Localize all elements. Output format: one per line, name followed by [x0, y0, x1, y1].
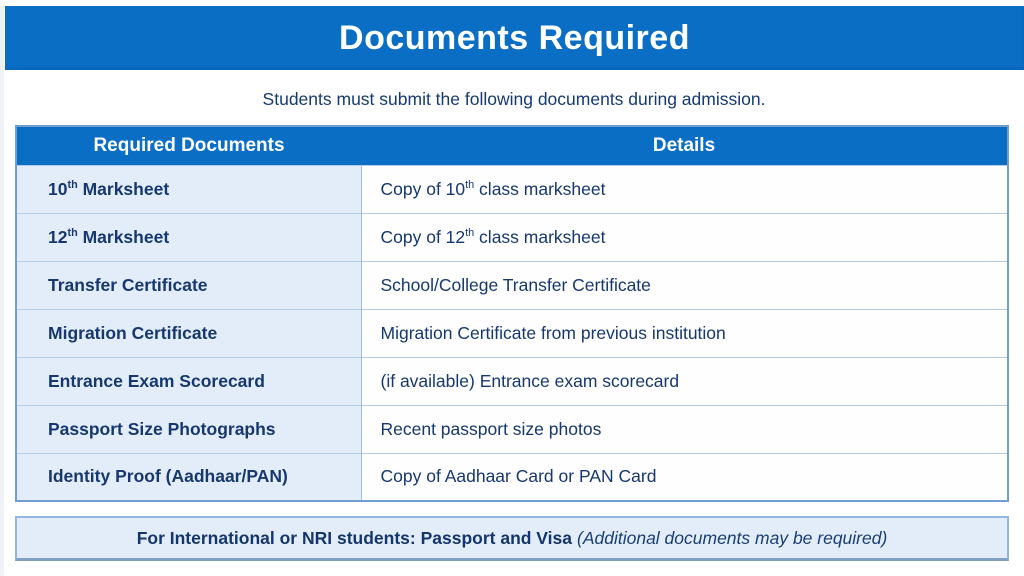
table-row	[16, 309, 1008, 357]
document-name-superscript: th	[67, 226, 78, 239]
document-detail-cell	[361, 357, 1008, 405]
document-name-text: 10	[48, 178, 68, 199]
document-name-cell	[16, 405, 361, 453]
document-name-text: Passport Size Photographs	[48, 418, 276, 439]
documents-table	[15, 125, 1009, 502]
document-name-superscript: th	[67, 178, 78, 191]
document-name-cell	[16, 261, 361, 309]
document-detail-text: Copy of 10	[380, 178, 466, 199]
table-row	[16, 261, 1008, 309]
document-detail-cell	[361, 405, 1008, 453]
document-detail-cell	[361, 261, 1008, 309]
document-detail-superscript: th	[465, 178, 475, 191]
document-name-cell	[16, 453, 361, 501]
table-header-row	[16, 126, 1008, 165]
subtitle: Students must submit the following documents during admission.	[262, 89, 766, 109]
document-name-text: Transfer Certificate	[48, 274, 208, 295]
footer-note	[15, 516, 1009, 561]
document-detail-text: (if available) Entrance exam scorecard	[380, 370, 680, 391]
document-detail-superscript: th	[465, 226, 475, 239]
document-detail-text: Copy of 12	[380, 226, 466, 247]
table-row	[16, 165, 1008, 213]
table-row	[16, 453, 1008, 501]
document-detail-text: School/College Transfer Certificate	[380, 274, 651, 295]
column-header-details: Details	[361, 126, 1008, 165]
column-header-required-documents: Required Documents	[16, 126, 361, 165]
document-detail-cell	[361, 309, 1008, 357]
footer-note-normal-text: (Additional documents may be required)	[577, 527, 888, 548]
table-row	[16, 213, 1008, 261]
document-name-text: Migration Certificate	[48, 322, 218, 343]
document-detail-cell	[361, 165, 1008, 213]
document-detail-text: class marksheet	[474, 178, 606, 199]
document-detail-text: Migration Certificate from previous institution	[380, 322, 726, 343]
document-detail-text: class marksheet	[474, 226, 606, 247]
banner	[5, 6, 1024, 70]
document-detail-text: Recent passport size photos	[380, 418, 602, 439]
document-detail-cell	[361, 213, 1008, 261]
document-name-text: Identity Proof (Aadhaar/PAN)	[48, 466, 288, 487]
footer-note-bold-text: For International or NRI students: Passport and Visa	[136, 527, 572, 548]
document-name-text: Entrance Exam Scorecard	[48, 370, 265, 391]
table-row	[16, 357, 1008, 405]
table-row	[16, 405, 1008, 453]
slide	[0, 6, 1024, 576]
document-name-text: Marksheet	[77, 178, 170, 199]
document-name-cell	[16, 309, 361, 357]
page-title: Documents Required	[339, 18, 690, 57]
document-name-cell	[16, 357, 361, 405]
document-detail-cell	[361, 453, 1008, 501]
document-name-cell	[16, 165, 361, 213]
document-detail-text: Copy of Aadhaar Card or PAN Card	[380, 466, 657, 487]
document-name-text: 12	[48, 226, 68, 247]
document-name-cell	[16, 213, 361, 261]
document-name-text: Marksheet	[77, 226, 170, 247]
